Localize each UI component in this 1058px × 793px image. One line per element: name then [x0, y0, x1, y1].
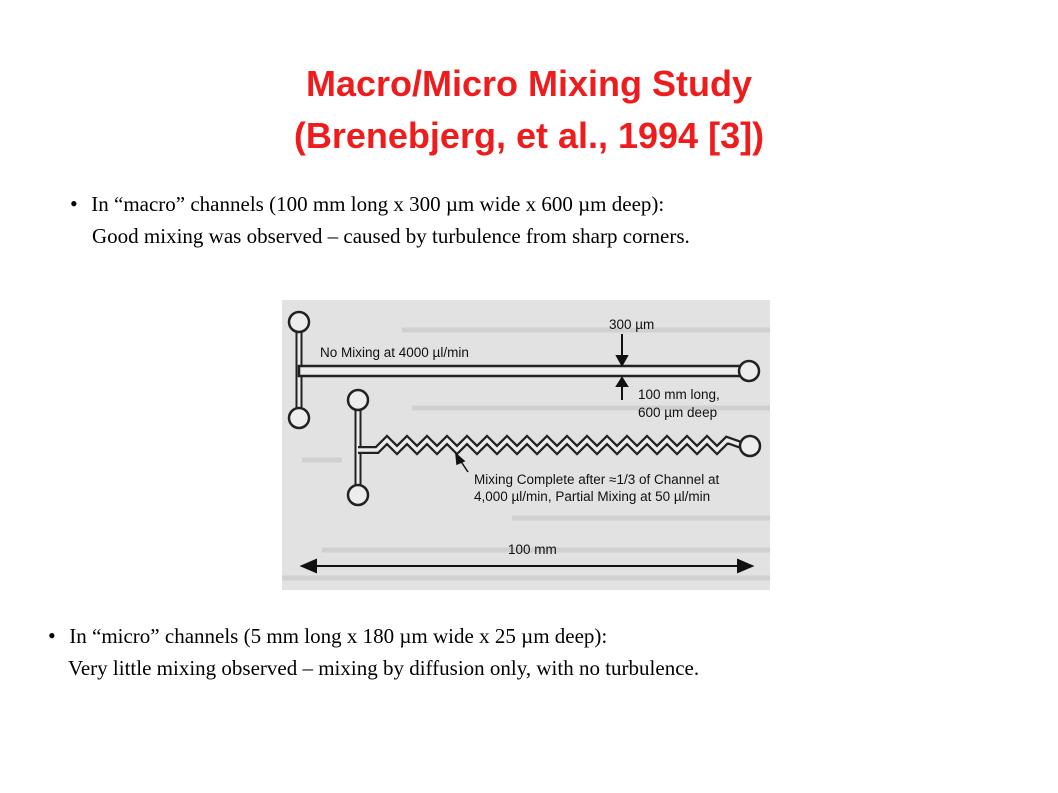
bullet-macro-channels — [70, 188, 690, 252]
bullet-macro-heading: In “macro” channels (100 mm long x 300 µm wide x 600 µm deep): — [91, 192, 665, 216]
bullet-micro-detail: Very little mixing observed – mixing by diffusion only, with no turbulence. — [68, 656, 700, 680]
bullet-marker: • — [48, 623, 56, 648]
scale-100mm-label: 100 mm — [508, 542, 557, 557]
mixing-pointer-arrow — [456, 454, 468, 472]
scale-arrow — [302, 560, 752, 572]
mixing-complete-label: Mixing Complete after ≈1/3 of Channel at — [474, 472, 720, 487]
bullet-macro-detail: Good mixing was observed – caused by turbulence from sharp corners. — [92, 224, 690, 248]
slide-title-line1: Macro/Micro Mixing Study — [305, 63, 753, 104]
bullet-micro-heading: In “micro” channels (5 mm long x 180 µm wide x 25 µm deep): — [69, 624, 608, 648]
depth-label: 600 µm deep — [638, 405, 718, 420]
length-label: 100 mm long, — [638, 387, 720, 402]
no-mixing-label: No Mixing at 4000 µl/min — [320, 345, 469, 360]
width-300um-label: 300 µm — [609, 317, 655, 332]
mixing-channel-figure — [282, 300, 770, 590]
bullet-marker: • — [70, 191, 78, 216]
partial-mixing-label: 4,000 µl/min, Partial Mixing at 50 µl/min — [474, 489, 711, 504]
bullet-micro-channels — [48, 620, 699, 684]
slide-title-line2: (Brenebjerg, et al., 1994 [3]) — [293, 115, 765, 156]
